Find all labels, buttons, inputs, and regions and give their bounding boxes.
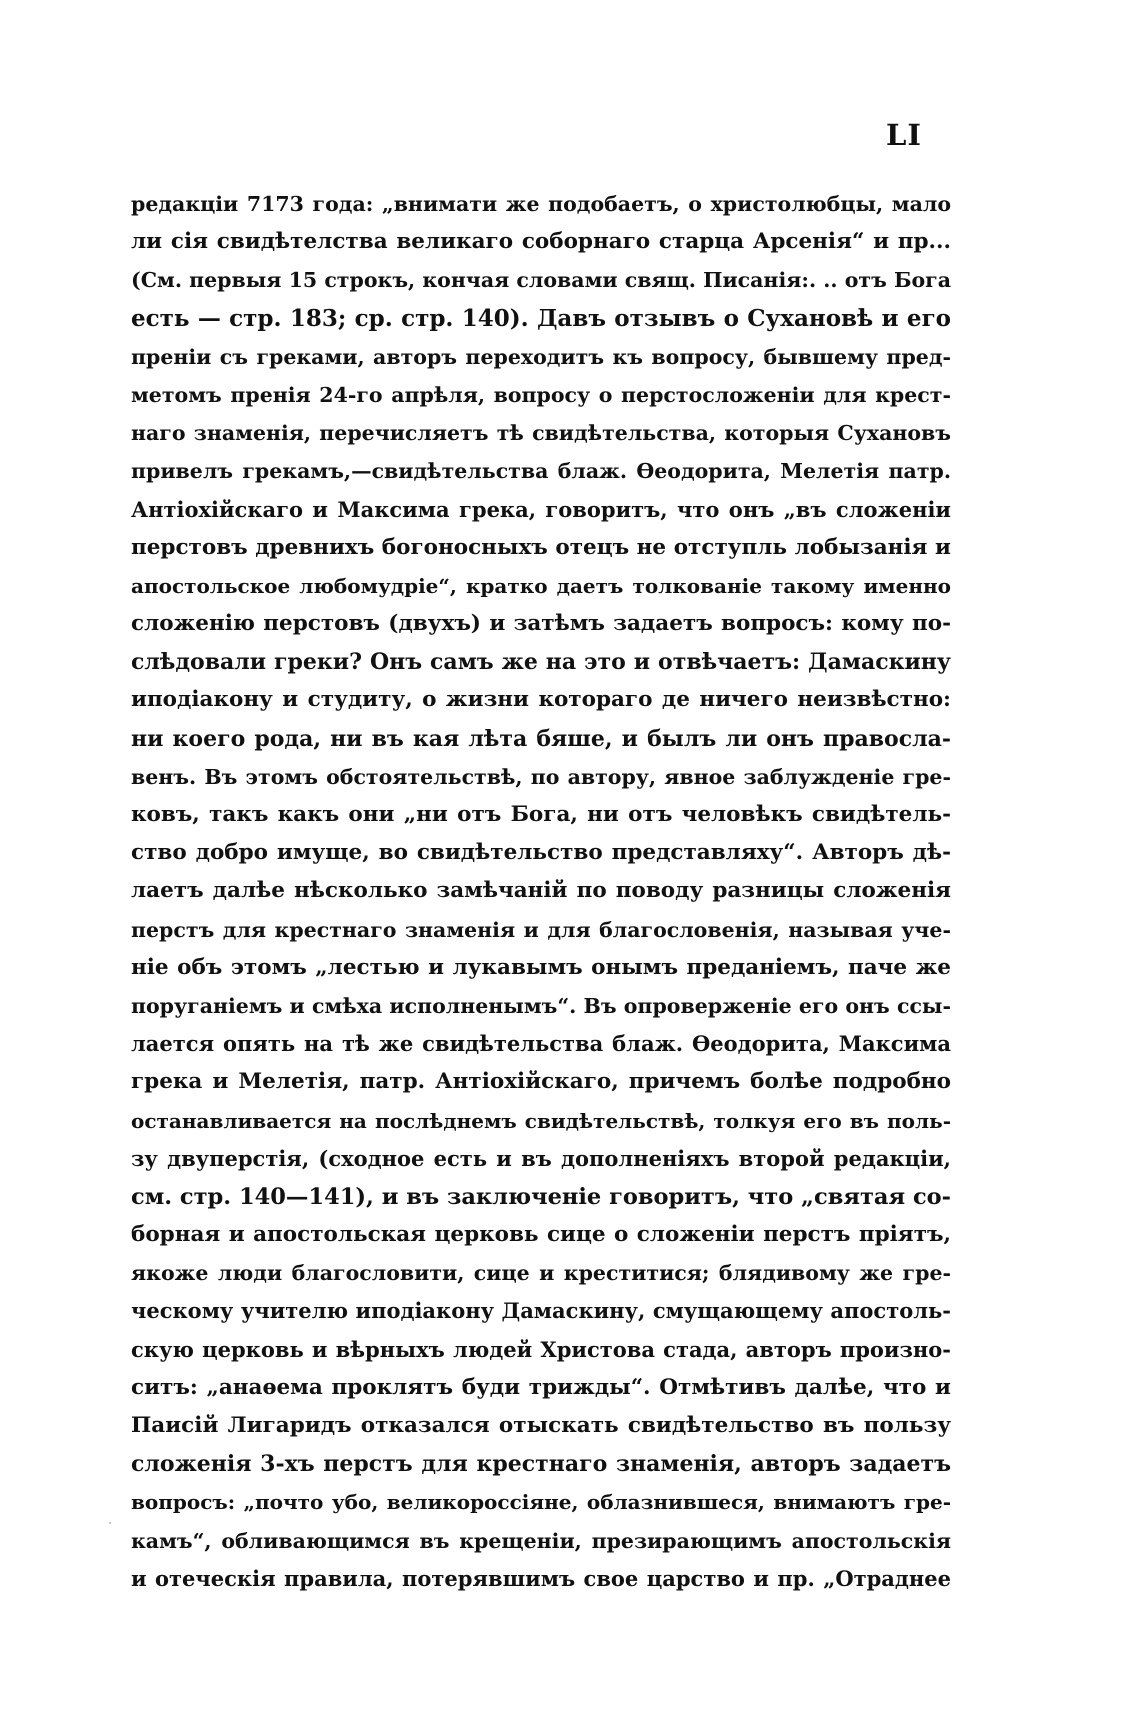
text-line: метомъ пренія 24-го апрѣля, вопросу о перстосложеніи для крест-: [131, 382, 951, 407]
text-line: слѣдовали греки? Онъ самъ же на это и отвѣчаетъ: Дамаскину: [131, 649, 951, 676]
text-line: лается опять на тѣ же свидѣтельства блаж. Ѳеодорита, Максима: [131, 1031, 951, 1057]
text-line: лаетъ далѣе нѣсколько замѣчаній по поводу разницы сложенія: [131, 878, 951, 904]
text-line: привелъ грекамъ,—свидѣтельства блаж. Ѳеодорита, Мелетія патр.: [131, 459, 951, 484]
text-line: борная и апостольская церковь сице о сложеніи перстъ пріятъ,: [131, 1222, 951, 1248]
text-line: останавливается на послѣднемъ свидѣтельствѣ, толкуя его въ поль-: [131, 1108, 951, 1133]
text-line: грека и Мелетія, патр. Антіохійскаго, причемъ болѣе подробно: [131, 1069, 951, 1095]
text-line: наго знаменія, перечисляетъ тѣ свидѣтельства, которыя Сухановъ: [131, 421, 951, 446]
text-line: см. стр. 140—141), и въ заключеніе говоритъ, что „святая со-: [131, 1183, 951, 1210]
text-line: ни коего рода, ни въ кая лѣта бяше, и былъ ли онъ правосла-: [131, 725, 951, 752]
text-line: Антіохійскаго и Максима грека, говоритъ, что онъ „въ сложеніи: [131, 496, 951, 522]
text-line: вопросъ: „почто убо, великороссіяне, облазнившеся, внимаютъ гре-: [131, 1490, 951, 1515]
text-line: Паисій Лигаридъ отказался отыскать свидѣтельство въ пользу: [131, 1413, 951, 1438]
text-line: есть — стр. 183; ср. стр. 140). Давъ отзывъ о Сухановѣ и его: [131, 304, 951, 332]
text-line: сложенія 3-хъ перстъ для крестнаго знаменія, авторъ задаетъ: [131, 1451, 951, 1478]
text-line: ческому учителю иподіакону Дамаскину, смущающему апостоль-: [131, 1298, 951, 1324]
text-line: преніи съ греками, авторъ переходитъ къ вопросу, бывшему пред-: [131, 344, 951, 369]
text-line: ство добро имуще, во свидѣтельство представляху“. Авторъ дѣ-: [131, 840, 951, 866]
text-line: ли сія свидѣтелства великаго соборнаго старца Арсенія“ и пр...: [131, 229, 951, 255]
page-number: LI: [886, 118, 922, 152]
text-line: перстовъ древнихъ богоносныхъ отецъ не отступль лобызанія и: [131, 534, 951, 560]
text-line: ніе объ этомъ „лестью и лукавымъ онымъ преданіемъ, паче же: [131, 954, 951, 980]
text-line: и отеческія правила, потерявшимъ свое царство и пр. „Отраднее: [131, 1565, 951, 1591]
text-line: поруганіемъ и смѣха исполненымъ“. Въ опроверженіе его онъ ссы-: [131, 993, 951, 1018]
text-line: редакціи 7173 года: „внимати же подобаетъ, о христолюбцы, мало: [131, 192, 951, 216]
text-line: сложенію перстовъ (двухъ) и затѣмъ задаетъ вопросъ: кому по-: [131, 611, 951, 637]
text-line: апостольское любомудріе“, кратко даетъ толкованіе такому именно: [131, 573, 951, 598]
text-line: венъ. Въ этомъ обстоятельствѣ, по автору, явное заблужденіе гре-: [131, 764, 951, 789]
text-line: иподіакону и студиту, о жизни котораго де ничего неизвѣстно:: [131, 687, 951, 713]
body-text: [131, 185, 951, 1598]
text-line: (См. первыя 15 строкъ, кончая словами свящ. Писанія:. .. отъ Бога: [131, 268, 951, 293]
text-line: ситъ: „анаѳема проклятъ буди трижды“. Отмѣтивъ далѣе, что и: [131, 1374, 951, 1400]
text-line: скую церковь и вѣрныхъ людей Христова стада, авторъ произно-: [131, 1336, 951, 1362]
text-line: перстъ для крестнаго знаменія и для благословенія, называя уче-: [131, 917, 951, 942]
paper-speck: [109, 1522, 111, 1524]
text-line: камъ“, обливающимся въ крещеніи, презирающимъ апостольскія: [131, 1528, 951, 1553]
text-line: зу двуперстія, (сходное есть и въ дополненіяхъ второй редакціи,: [131, 1145, 951, 1171]
text-line: ковъ, такъ какъ они „ни отъ Бога, ни отъ человѣкъ свидѣтель-: [131, 802, 951, 827]
text-line: якоже люди благословити, сице и креститися; блядивому же гре-: [131, 1261, 951, 1286]
